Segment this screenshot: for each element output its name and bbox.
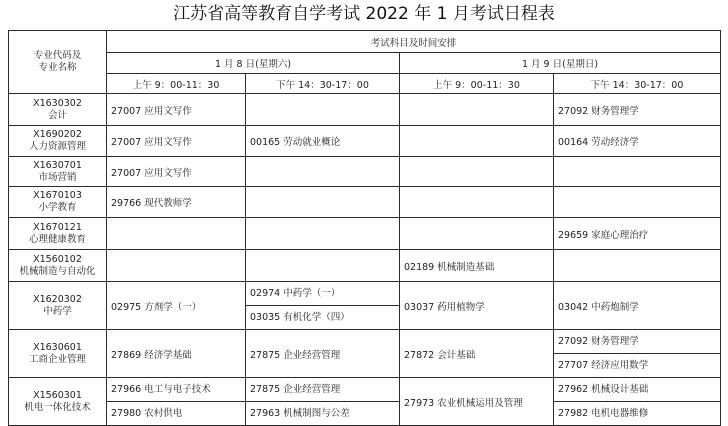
exam-subject: 27875 企业经营管理 [250, 384, 341, 395]
exam-cell-d2am [400, 126, 554, 157]
exam-cell-d1pm [246, 157, 400, 187]
major-cell [9, 187, 107, 218]
exam-cell-d1am [107, 187, 246, 218]
header-code-name [9, 31, 107, 94]
header-name-label: 专业名称 [38, 62, 77, 73]
major-code: X1670121 [33, 221, 82, 233]
major-cell [9, 126, 107, 157]
exam-cell-d2pm [554, 250, 721, 282]
major-cell [9, 157, 107, 187]
exam-cell-d1am [107, 218, 246, 250]
exam-cell-d2am [400, 157, 554, 187]
exam-cell-d1am [107, 126, 246, 157]
major-name: 小学教育 [38, 202, 77, 213]
exam-schedule-table [8, 30, 721, 426]
major-code: X1560102 [33, 253, 82, 265]
header-day1: 1 月 8 日(星期六) [107, 53, 400, 74]
exam-subject: 27092 财务管理学 [558, 336, 639, 347]
exam-subject: 02189 机械制造基础 [404, 261, 495, 273]
exam-subject: 29766 现代教师学 [111, 198, 192, 209]
major-code: X1620302 [33, 293, 82, 305]
exam-cell-d2am [400, 250, 554, 282]
table-row [9, 378, 721, 426]
exam-cell-d2am [400, 94, 554, 126]
major-cell [9, 94, 107, 126]
header-code-label: 专业代码及 [33, 50, 82, 61]
exam-subject: 27982 电机电器维修 [554, 401, 720, 425]
exam-cell-d2pm [554, 378, 721, 426]
exam-cell-d1pm [246, 187, 400, 218]
major-name: 人力资源管理 [28, 141, 86, 152]
exam-cell-d2am [400, 218, 554, 250]
table-row [9, 187, 721, 218]
exam-cell-d1pm [246, 250, 400, 282]
table-row [9, 94, 721, 126]
exam-cell-d2pm [554, 94, 721, 126]
exam-cell-d1pm [246, 378, 400, 426]
exam-cell-d1am [107, 157, 246, 187]
major-code: X1690202 [33, 129, 82, 140]
exam-subject: 03042 中药炮制学 [558, 301, 639, 313]
major-name: 心理健康教育 [28, 233, 86, 245]
exam-cell-d2pm [554, 187, 721, 218]
exam-cell-d1am [107, 330, 246, 378]
major-name: 机电一体化技术 [24, 401, 91, 413]
header-day2-am: 上午 9：00-11：30 [400, 74, 554, 94]
major-code: X1630701 [33, 159, 82, 171]
exam-subject: 29659 家庭心理治疗 [558, 229, 649, 241]
major-cell [9, 378, 107, 426]
table-row [9, 282, 721, 330]
table-row [9, 157, 721, 187]
header-day1-pm: 下午 14：30-17：00 [246, 74, 400, 94]
exam-cell-d2am [400, 330, 554, 378]
exam-subject: 03037 药用植物学 [404, 301, 485, 313]
exam-cell-d2pm [554, 126, 721, 157]
exam-cell-d1am [107, 378, 246, 426]
exam-subject: 27007 应用文写作 [111, 137, 192, 148]
exam-cell-d1pm [246, 126, 400, 157]
exam-subject: 02974 中药学（一） [250, 288, 341, 299]
exam-cell-d2am [400, 187, 554, 218]
exam-subject: 27869 经济学基础 [111, 349, 192, 361]
major-name: 会计 [47, 109, 67, 121]
exam-subject: 27966 电工与电子技术 [111, 384, 211, 395]
exam-cell-d1pm [246, 330, 400, 378]
exam-subject: 27007 应用文写作 [111, 105, 192, 117]
header-schedule: 考试科目及时间安排 [107, 31, 721, 53]
exam-cell-d1pm [246, 94, 400, 126]
major-code: X1630601 [33, 341, 82, 353]
major-code: X1560301 [33, 389, 82, 401]
exam-subject: 27875 企业经营管理 [250, 349, 341, 361]
major-cell [9, 250, 107, 282]
header-day1-am: 上午 9：00-11：30 [107, 74, 246, 94]
exam-cell-d2pm [554, 218, 721, 250]
table-row [9, 218, 721, 250]
exam-subject: 27980 农村供电 [107, 401, 245, 425]
exam-subject: 27707 经济应用数学 [554, 353, 720, 377]
major-code: X1630302 [33, 97, 82, 109]
exam-subject: 00165 劳动就业概论 [250, 137, 341, 148]
exam-subject: 27007 应用文写作 [111, 167, 192, 179]
exam-cell-d1pm [246, 218, 400, 250]
header-day2: 1 月 9 日(星期日) [400, 53, 721, 74]
exam-cell-d2am [400, 282, 554, 330]
table-row [9, 126, 721, 157]
exam-subject: 03035 有机化学（四） [246, 305, 399, 329]
exam-subject: 27963 机械制图与公差 [246, 401, 399, 425]
exam-subject: 02975 方剂学（一） [111, 301, 202, 313]
major-name: 工商企业管理 [28, 353, 86, 365]
major-name: 市场营销 [38, 171, 77, 183]
exam-cell-d2pm [554, 330, 721, 378]
major-cell [9, 282, 107, 330]
exam-cell-d2am [400, 378, 554, 426]
major-name: 中药学 [43, 305, 72, 317]
page-title: 江苏省高等教育自学考试 2022 年 1 月考试日程表 [173, 4, 555, 24]
exam-subject: 27962 机械设计基础 [558, 384, 649, 395]
exam-cell-d2pm [554, 282, 721, 330]
exam-cell-d1am [107, 94, 246, 126]
exam-subject: 27092 财务管理学 [558, 105, 639, 117]
exam-subject: 00164 劳动经济学 [558, 137, 639, 148]
exam-cell-d1am [107, 282, 246, 330]
exam-subject: 27872 会计基础 [404, 349, 476, 361]
major-code: X1670103 [33, 190, 82, 201]
major-cell [9, 218, 107, 250]
exam-cell-d2pm [554, 157, 721, 187]
table-row [9, 330, 721, 378]
table-row [9, 250, 721, 282]
exam-cell-d1pm [246, 282, 400, 330]
major-name: 机械制造与自动化 [19, 265, 96, 277]
exam-subject: 27973 农业机械运用及管理 [404, 397, 523, 409]
exam-cell-d1am [107, 250, 246, 282]
header-day2-pm: 下午 14：30-17：00 [554, 74, 721, 94]
major-cell [9, 330, 107, 378]
